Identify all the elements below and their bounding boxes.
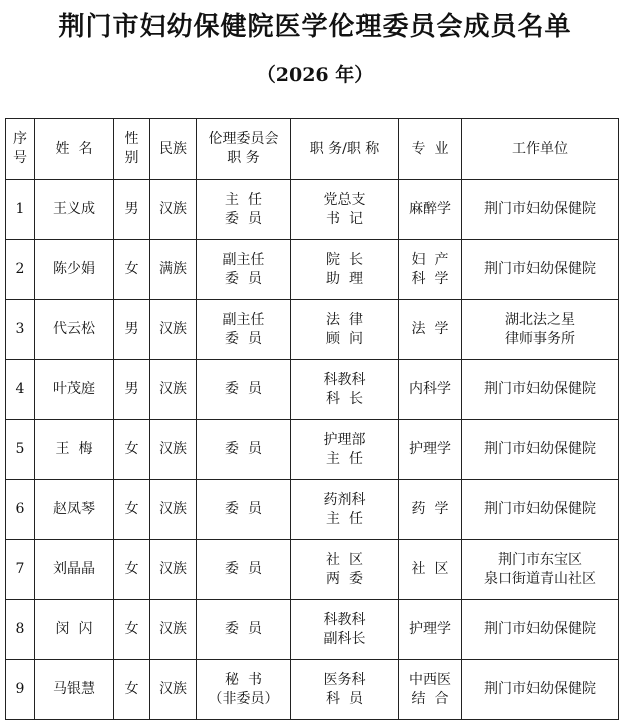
table-row [6, 360, 619, 420]
cell-role: 秘 书 （非委员） [197, 660, 291, 720]
cell-name: 马银慧 [35, 660, 114, 720]
cell-title: 药剂科 主 任 [291, 480, 399, 540]
cell-ethnic: 汉族 [150, 600, 197, 660]
cell-name: 闵 闪 [35, 600, 114, 660]
header-title: 职 务/职 称 [291, 119, 399, 180]
cell-title: 科教科 科 长 [291, 360, 399, 420]
cell-role: 委 员 [197, 540, 291, 600]
cell-major: 内科学 [399, 360, 462, 420]
document-year: （2026 年） [256, 64, 374, 86]
table-row [6, 420, 619, 480]
cell-ethnic: 满族 [150, 240, 197, 300]
cell-gender: 女 [114, 420, 150, 480]
cell-gender: 男 [114, 300, 150, 360]
header-committee-role: 伦理委员会 职 务 [197, 119, 291, 180]
cell-unit: 湖北法之星 律师事务所 [462, 300, 619, 360]
cell-gender: 男 [114, 180, 150, 240]
cell-gender: 女 [114, 540, 150, 600]
cell-major: 麻醉学 [399, 180, 462, 240]
cell-no: 3 [6, 300, 35, 360]
cell-ethnic: 汉族 [150, 300, 197, 360]
header-major: 专 业 [399, 119, 462, 180]
cell-name: 陈少娟 [35, 240, 114, 300]
cell-no: 7 [6, 540, 35, 600]
cell-ethnic: 汉族 [150, 480, 197, 540]
cell-role: 副主任 委 员 [197, 240, 291, 300]
cell-role: 副主任 委 员 [197, 300, 291, 360]
cell-unit: 荆门市妇幼保健院 [462, 600, 619, 660]
cell-ethnic: 汉族 [150, 360, 197, 420]
cell-name: 代云松 [35, 300, 114, 360]
cell-no: 9 [6, 660, 35, 720]
cell-major: 社 区 [399, 540, 462, 600]
cell-ethnic: 汉族 [150, 660, 197, 720]
cell-title: 院 长 助 理 [291, 240, 399, 300]
cell-unit: 荆门市妇幼保健院 [462, 240, 619, 300]
cell-title: 医务科 科 员 [291, 660, 399, 720]
cell-ethnic: 汉族 [150, 540, 197, 600]
cell-name: 赵凤琴 [35, 480, 114, 540]
cell-title: 党总支 书 记 [291, 180, 399, 240]
cell-role: 委 员 [197, 420, 291, 480]
cell-gender: 女 [114, 600, 150, 660]
header-gender: 性 别 [114, 119, 150, 180]
cell-role: 主 任 委 员 [197, 180, 291, 240]
cell-title: 护理部 主 任 [291, 420, 399, 480]
cell-no: 1 [6, 180, 35, 240]
cell-major: 药 学 [399, 480, 462, 540]
cell-name: 王 梅 [35, 420, 114, 480]
cell-no: 5 [6, 420, 35, 480]
table-row [6, 300, 619, 360]
cell-name: 王义成 [35, 180, 114, 240]
cell-ethnic: 汉族 [150, 420, 197, 480]
cell-gender: 女 [114, 480, 150, 540]
cell-major: 护理学 [399, 600, 462, 660]
cell-no: 6 [6, 480, 35, 540]
cell-title: 法 律 顾 问 [291, 300, 399, 360]
cell-role: 委 员 [197, 480, 291, 540]
header-ethnic: 民族 [150, 119, 197, 180]
cell-name: 刘晶晶 [35, 540, 114, 600]
table-row [6, 480, 619, 540]
cell-major: 护理学 [399, 420, 462, 480]
cell-major: 法 学 [399, 300, 462, 360]
table-row [6, 540, 619, 600]
cell-unit: 荆门市妇幼保健院 [462, 660, 619, 720]
cell-ethnic: 汉族 [150, 180, 197, 240]
cell-no: 8 [6, 600, 35, 660]
cell-unit: 荆门市妇幼保健院 [462, 420, 619, 480]
table-row [6, 600, 619, 660]
header-unit: 工作单位 [462, 119, 619, 180]
cell-major: 中西医 结 合 [399, 660, 462, 720]
cell-no: 2 [6, 240, 35, 300]
members-table [5, 118, 619, 720]
cell-gender: 男 [114, 360, 150, 420]
cell-unit: 荆门市妇幼保健院 [462, 180, 619, 240]
table-header-row [6, 119, 619, 180]
header-no: 序 号 [6, 119, 35, 180]
cell-role: 委 员 [197, 360, 291, 420]
table-row [6, 240, 619, 300]
cell-gender: 女 [114, 240, 150, 300]
cell-no: 4 [6, 360, 35, 420]
cell-name: 叶茂庭 [35, 360, 114, 420]
cell-major: 妇 产 科 学 [399, 240, 462, 300]
table-row [6, 180, 619, 240]
table-row [6, 660, 619, 720]
cell-gender: 女 [114, 660, 150, 720]
document-title: 荆门市妇幼保健院医学伦理委员会成员名单 [58, 12, 572, 42]
cell-unit: 荆门市妇幼保健院 [462, 480, 619, 540]
cell-role: 委 员 [197, 600, 291, 660]
cell-unit: 荆门市东宝区 泉口街道青山社区 [462, 540, 619, 600]
cell-title: 社 区 两 委 [291, 540, 399, 600]
cell-title: 科教科 副科长 [291, 600, 399, 660]
cell-unit: 荆门市妇幼保健院 [462, 360, 619, 420]
header-name: 姓 名 [35, 119, 114, 180]
